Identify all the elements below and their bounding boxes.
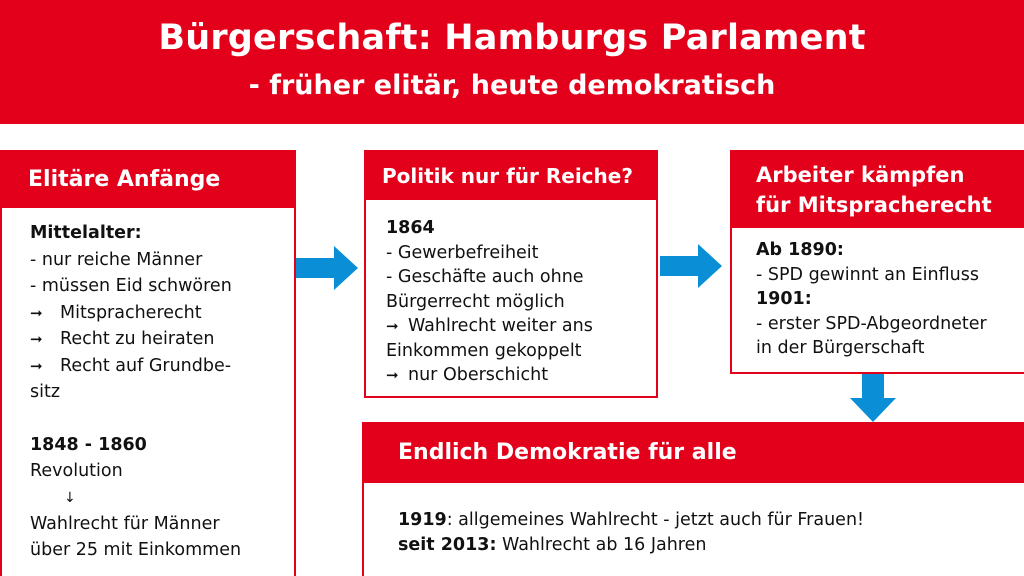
text-line: - müssen Eid schwören (30, 276, 232, 296)
text-line: sitz (30, 382, 61, 402)
heading-1864: 1864 (386, 218, 435, 238)
text-line: über 25 mit Einkommen (30, 540, 242, 560)
heading-mittelalter: Mittelalter: (30, 223, 142, 243)
arrow-item-label: Mitspracherecht (60, 302, 202, 323)
arrow-item-label: Recht auf Grundbe- (60, 355, 232, 376)
text-line: Revolution (30, 461, 123, 481)
flow-arrow-down-icon (850, 374, 896, 422)
box-body (364, 483, 1024, 576)
box-title: Politik nur für Reiche? (366, 152, 656, 200)
arrow-item (30, 300, 294, 327)
arrow-right-icon: ➞ (386, 317, 399, 335)
box-endlich-demokratie (362, 422, 1024, 576)
box-elitaere-anfaenge (0, 150, 296, 576)
text-1919: : allgemeines Wahlrecht - jetzt auch für Frauen! (446, 510, 865, 530)
heading-1901: 1901: (756, 289, 812, 309)
arrow-item (30, 326, 294, 353)
text-line: - Gewerbefreiheit (386, 242, 539, 263)
text-2013: Wahlrecht ab 16 Jahren (496, 534, 707, 555)
flow-arrow-right-icon (296, 246, 360, 290)
arrow-item (30, 353, 294, 380)
text-line (398, 533, 1024, 558)
arrow-item-label: Wahlrecht weiter ans (408, 316, 593, 336)
arrow-item (386, 363, 656, 388)
box-title-line: für Mitspracherecht (756, 193, 992, 217)
text-line: Einkommen gekoppelt (386, 340, 582, 361)
box-title (732, 152, 1024, 228)
box-politik-nur-fuer-reiche (364, 150, 658, 398)
arrow-right-icon: ➞ (30, 330, 43, 348)
header-banner (0, 0, 1024, 124)
text-line: Wahlrecht für Männer (30, 513, 220, 534)
text-line (398, 508, 1024, 533)
arrow-item-label: Recht zu heiraten (60, 329, 215, 349)
page-subtitle: - früher elitär, heute demokratisch (248, 70, 776, 101)
year-1919: 1919 (398, 510, 447, 530)
text-line: in der Bürgerschaft (756, 338, 925, 358)
box-arbeiter-kaempfen (730, 150, 1024, 374)
flow-arrow-right-icon (660, 244, 724, 288)
page-title: Bürgerschaft: Hamburgs Parlament (158, 18, 866, 58)
box-body (2, 208, 294, 576)
text-line: Bürgerrecht möglich (386, 291, 565, 312)
year-2013: seit 2013: (398, 534, 497, 555)
arrow-item (386, 314, 656, 339)
box-title: Endlich Demokratie für alle (364, 424, 1024, 483)
box-body (732, 228, 1024, 372)
arrow-down-icon: ↓ (64, 489, 76, 506)
box-title: Elitäre Anfänge (2, 152, 294, 208)
heading-1848: 1848 - 1860 (30, 434, 147, 455)
arrow-right-icon: ➞ (30, 303, 43, 322)
text-line: - Geschäfte auch ohne (386, 267, 584, 287)
heading-ab-1890: Ab 1890: (756, 240, 844, 260)
box-body (366, 200, 656, 396)
arrow-right-icon: ➞ (30, 356, 43, 375)
text-line: - SPD gewinnt an Einfluss (756, 264, 979, 285)
box-title-line: Arbeiter kämpfen (756, 163, 965, 187)
arrow-right-icon: ➞ (386, 366, 399, 384)
arrow-item-label: nur Oberschicht (408, 365, 549, 385)
text-line: - nur reiche Männer (30, 249, 203, 270)
text-line: - erster SPD-Abgeordneter (756, 313, 987, 334)
